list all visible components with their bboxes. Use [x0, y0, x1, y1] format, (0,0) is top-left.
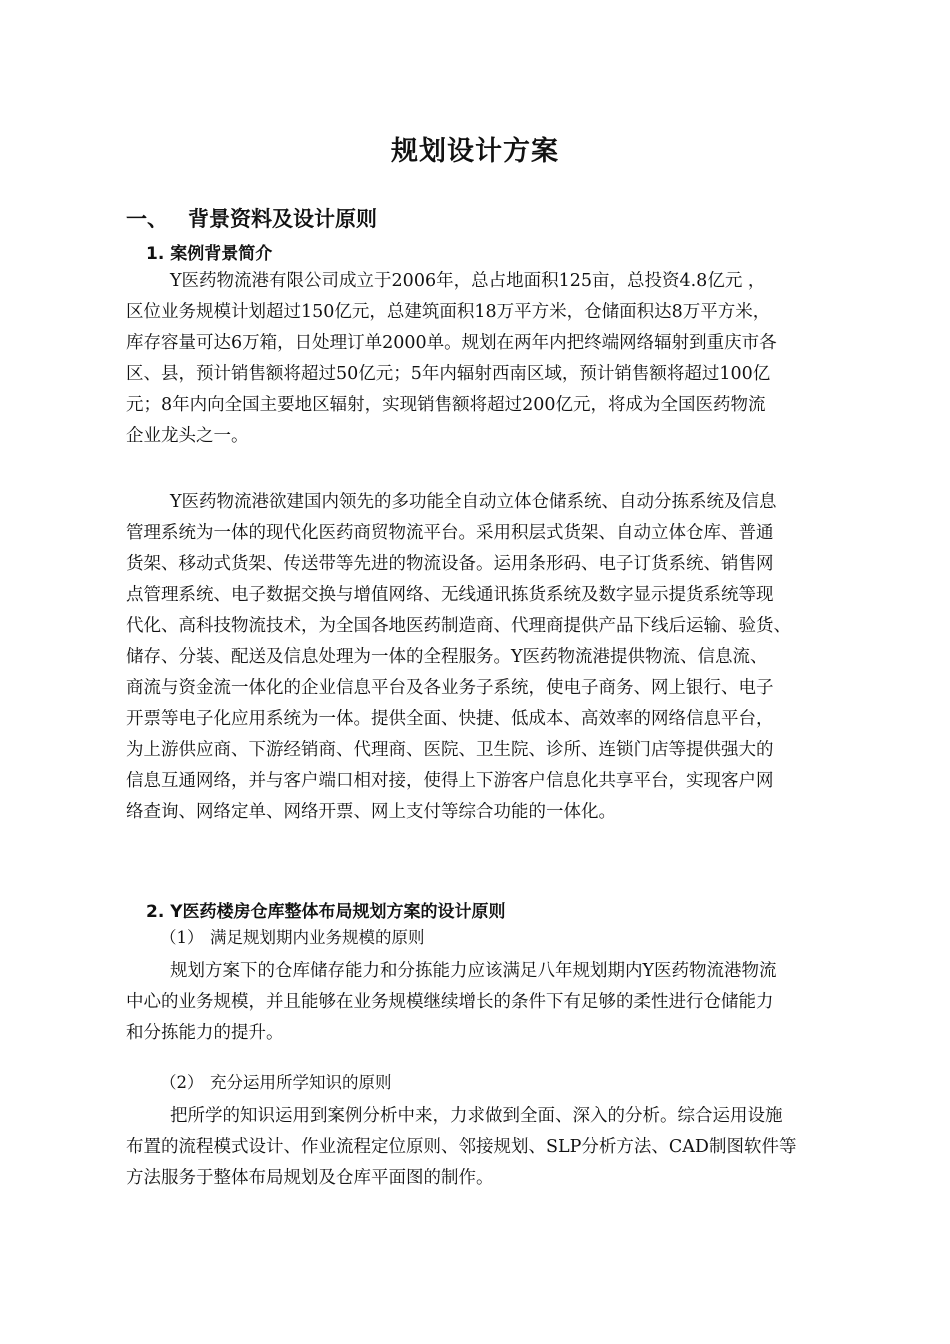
paragraph-line: 为上游供应商、下游经销商、代理商、医院、卫生院、诊所、连锁门店等提供强大的	[126, 740, 774, 760]
paragraph-line: 把所学的知识运用到案例分析中来，力求做到全面、深入的分析。综合运用设施	[170, 1106, 783, 1126]
paragraph-line: 代化、高科技物流技术，为全国各地医药制造商、代理商提供产品下线后运输、验货、	[126, 616, 791, 636]
paragraph-line: Y医药物流港有限公司成立于2006年，总占地面积125亩，总投资4.8亿元 ，	[170, 271, 766, 291]
paragraph-line: 和分拣能力的提升。	[126, 1023, 284, 1043]
subsection-heading-2: 2. Y医药楼房仓库整体布局规划方案的设计原则	[146, 902, 506, 922]
paragraph-line: 区位业务规模计划超过150亿元，总建筑面积18万平方米，仓储面积达8万平方米，	[126, 302, 771, 322]
paragraph-line: 规划方案下的仓库储存能力和分拣能力应该满足八年规划期内Y医药物流港物流	[170, 961, 777, 981]
section-heading	[126, 204, 377, 234]
paragraph-line: 元；8年内向全国主要地区辐射，实现销售额将超过200亿元，将成为全国医药物流	[126, 395, 766, 415]
document-title: 规划设计方案	[391, 136, 559, 167]
paragraph-line: 管理系统为一体的现代化医药商贸物流平台。采用积层式货架、自动立体仓库、普通	[126, 523, 774, 543]
section-number: 一、	[126, 207, 168, 231]
paragraph-principle-2	[126, 1101, 848, 1194]
paragraph-line: 储存、分装、配送及信息处理为一体的全程服务。Y医药物流港提供物流、信息流、	[126, 647, 768, 667]
paragraph-line: 货架、移动式货架、传送带等先进的物流设备。运用条形码、电子订货系统、销售网	[126, 554, 774, 574]
paragraph-line: Y医药物流港欲建国内领先的多功能全自动立体仓储系统、自动分拣系统及信息	[170, 492, 777, 512]
principle-title: 满足规划期内业务规模的原则	[210, 928, 425, 947]
paragraph-background-2	[126, 487, 848, 828]
paragraph-principle-1	[126, 956, 848, 1049]
paragraph-line: 布置的流程模式设计、作业流程定位原则、邻接规划、SLP分析方法、CAD制图软件等	[126, 1137, 797, 1157]
paragraph-line: 开票等电子化应用系统为一体。提供全面、快捷、低成本、高效率的网络信息平台，	[126, 709, 774, 729]
section-title: 背景资料及设计原则	[188, 207, 377, 231]
subsection-heading-1: 1. 案例背景简介	[146, 244, 273, 264]
paragraph-line: 中心的业务规模，并且能够在业务规模继续增长的条件下有足够的柔性进行仓储能力	[126, 992, 774, 1012]
paragraph-line: 方法服务于整体布局规划及仓库平面图的制作。	[126, 1168, 494, 1188]
paragraph-line: 企业龙头之一。	[126, 426, 249, 446]
paragraph-line: 络查询、网络定单、网络开票、网上支付等综合功能的一体化。	[126, 802, 616, 822]
paragraph-line: 点管理系统、电子数据交换与增值网络、无线通讯拣货系统及数字显示提货系统等现	[126, 585, 774, 605]
principle-heading-1	[160, 926, 425, 950]
paragraph-line: 库存容量可达6万箱，日处理订单2000单。规划在两年内把终端网络辐射到重庆市各	[126, 333, 777, 353]
principle-number: （2）	[160, 1073, 204, 1092]
principle-heading-2	[160, 1071, 392, 1095]
paragraph-line: 区、县，预计销售额将超过50亿元；5年内辐射西南区域，预计销售额将超过100亿	[126, 364, 771, 384]
paragraph-line: 商流与资金流一体化的企业信息平台及各业务子系统，使电子商务、网上银行、电子	[126, 678, 774, 698]
paragraph-line: 信息互通网络，并与客户端口相对接，使得上下游客户信息化共享平台，实现客户网	[126, 771, 774, 791]
paragraph-background-1	[126, 266, 848, 452]
principle-number: （1）	[160, 928, 204, 947]
principle-title: 充分运用所学知识的原则	[210, 1073, 392, 1092]
